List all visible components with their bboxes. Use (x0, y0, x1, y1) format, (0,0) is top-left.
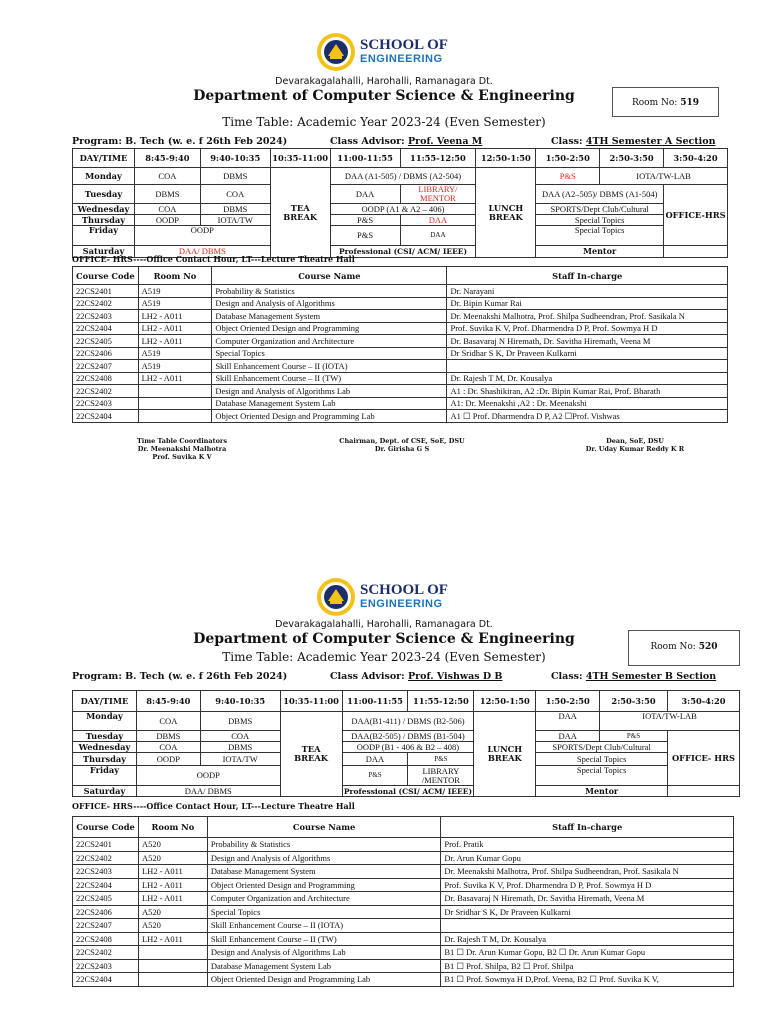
room-no: A520 (138, 919, 207, 933)
course-code: 22CS2403 (73, 865, 139, 879)
office-hrs: OFFICE- HRS (667, 731, 739, 786)
sat-slot-1: DAA/ DBMS (134, 246, 270, 258)
thu-slot-4: DAA (342, 753, 408, 766)
room-no: A519 (138, 285, 212, 298)
col-staff: Staff In-charge (441, 817, 734, 838)
program-info: Program: B. Tech (w. e. f 26th Feb 2024) (72, 671, 288, 682)
room-box: Room No: 520 (628, 630, 740, 666)
day-tuesday: Tuesday (73, 185, 135, 204)
program-info: Program: B. Tech (w. e. f 26th Feb 2024) (72, 136, 288, 147)
course-name: Design and Analysis of Algorithms Lab (207, 946, 441, 960)
fri-slot-5: DAA (400, 226, 476, 246)
header-slot-1: 8:45-9:40 (134, 149, 200, 168)
department-title: Department of Computer Science & Engineering (193, 88, 575, 104)
header-slot-1: 8:45-9:40 (136, 691, 200, 712)
room-no: A520 (138, 851, 207, 865)
staff-in-charge: Dr. Rajesh T M, Dr. Kousalya (441, 932, 734, 946)
sat-slot-7: Mentor (536, 246, 664, 258)
header-slot-2: 9:40-10:35 (200, 149, 270, 168)
header-slot-8: 2:50-3:50 (600, 149, 664, 168)
course-name: Object Oriented Design and Programming (207, 878, 441, 892)
course-row (73, 946, 734, 960)
staff-in-charge: B1 ☐ Dr. Arun Kumar Gopu, B2 ☐ Dr. Arun Kumar Gopu (441, 946, 734, 960)
tue-slot-8: P&S (600, 731, 668, 742)
fri-slot-1: OODP (136, 766, 280, 786)
room-box: Room No: 519 (612, 87, 719, 117)
sat-slot-4: Professional (CSI/ ACM/ IEEE) (330, 246, 476, 258)
course-code: 22CS2403 (73, 310, 139, 323)
room-no: LH2 - A011 (138, 878, 207, 892)
course-code: 22CS2408 (73, 372, 139, 385)
staff-in-charge: Dr Sridhar S K, Dr Praveen Kulkarni (447, 347, 728, 360)
course-name: Computer Organization and Architecture (207, 892, 441, 906)
course-code: 22CS2402 (73, 851, 139, 865)
course-row (73, 865, 734, 879)
course-code: 22CS2402 (73, 946, 139, 960)
school-name: SCHOOL OF ENGINEERING (360, 582, 448, 610)
course-name: Design and Analysis of Algorithms (207, 851, 441, 865)
staff-in-charge: Prof. Suvika K V, Prof. Dharmendra D P, Prof. Sowmya H D (441, 878, 734, 892)
col-staff: Staff In-charge (447, 267, 728, 285)
staff-in-charge: A1 : Dr. Shashikiran, A2 :Dr. Bipin Kumar Rai, Prof. Bharath (447, 385, 728, 398)
tue-slot-4: DAA (330, 185, 400, 204)
course-name: Skill Enhancement Course – II (TW) (212, 372, 447, 385)
staff-in-charge: Dr. Basavaraj N Hiremath, Dr. Savitha Hiremath, Veena M (441, 892, 734, 906)
wed-slot-4: OODP (A1 & A2 – 406) (330, 204, 476, 215)
header-slot-3: 10:35-11:00 (280, 691, 342, 712)
day-saturday: Saturday (73, 786, 137, 797)
fri-slot-1: OODP (134, 226, 270, 246)
staff-in-charge: Dr. Meenakshi Malhotra, Prof. Shilpa Sudheendran, Prof. Sasikala N (447, 310, 728, 323)
signature-coordinators: Time Table Coordinators Dr. Meenakshi Malhotra Prof. Suvika K V (136, 437, 228, 461)
day-friday: Friday (73, 766, 137, 786)
course-name: Design and Analysis of Algorithms (212, 297, 447, 310)
tea-break: TEA BREAK (280, 712, 342, 797)
tea-break: TEA BREAK (270, 168, 330, 258)
staff-in-charge: A1: Dr. Meenakshi ,A2 : Dr. Meenakshi (447, 397, 728, 410)
course-name: Database Management System (207, 865, 441, 879)
mon-slot-7: DAA (536, 712, 600, 731)
room-no: A519 (138, 360, 212, 373)
tue-slot-2: COA (200, 731, 280, 742)
wed-slot-2: DBMS (200, 204, 270, 215)
day-saturday: Saturday (73, 246, 135, 258)
course-row (73, 905, 734, 919)
tue-slot-2: COA (200, 185, 270, 204)
room-no: LH2 - A011 (138, 322, 212, 335)
class-info: Class: 4TH Semester B Section (551, 671, 717, 682)
room-no: LH2 - A011 (138, 372, 212, 385)
header-slot-4: 11:00-11:55 (330, 149, 400, 168)
mon-slot-4: DAA(B1-411) / DBMS (B2-506) (342, 712, 474, 731)
course-name: Design and Analysis of Algorithms Lab (212, 385, 447, 398)
tue-slot-4: DAA(B2-505) / DBMS (B1-504) (342, 731, 474, 742)
course-code: 22CS2405 (73, 892, 139, 906)
sat-slot-4: Professional (CSI/ ACM/ IEEE) (343, 786, 472, 796)
staff-in-charge: Dr. Narayani (447, 285, 728, 298)
day-tuesday: Tuesday (73, 731, 137, 742)
room-no (138, 973, 207, 987)
staff-in-charge: Dr. Basavaraj N Hiremath, Dr. Savitha Hiremath, Veena M (447, 335, 728, 348)
staff-in-charge: A1 ☐ Prof. Dharmendra D P, A2 ☐Prof. Vishwas (447, 410, 728, 423)
course-code: 22CS2407 (73, 360, 139, 373)
course-name: Skill Enhancement Course – II (IOTA) (212, 360, 447, 373)
day-wednesday: Wednesday (73, 742, 137, 753)
day-thursday: Thursday (73, 753, 137, 766)
room-no: A519 (138, 347, 212, 360)
thu-slot-2: IOTA/TW (200, 753, 280, 766)
mon-slot-7: P&S (536, 168, 600, 185)
course-row (73, 932, 734, 946)
tue-slot-7: DAA (A2–505)/ DBMS (A1-504) (536, 185, 664, 204)
wed-slot-7: SPORTS/Dept Club/Cultural (536, 742, 668, 753)
course-row (73, 919, 734, 933)
thu-slot-1: OODP (136, 753, 200, 766)
legend-note: OFFICE- HRS----Office Contact Hour, LT---Lecture Theatre Hall (72, 254, 355, 264)
course-name: Special Topics (212, 347, 447, 360)
header-slot-6: 12:50-1:50 (476, 149, 536, 168)
header-slot-5: 11:55-12:50 (400, 149, 476, 168)
school-logo (316, 575, 456, 621)
staff-in-charge: Prof. Pratik (441, 838, 734, 852)
course-name: Database Management System (212, 310, 447, 323)
day-monday: Monday (73, 168, 135, 185)
fri-slot-5: LIBRARY /MENTOR (408, 766, 474, 786)
class-advisor: Class Advisor: Prof. Veena M (330, 136, 483, 147)
mon-slot-2: DBMS (200, 168, 270, 185)
wed-slot-7: SPORTS/Dept Club/Cultural (536, 204, 664, 215)
thu-slot-5: DAA (400, 215, 476, 226)
mon-slot-1: COA (134, 168, 200, 185)
header-slot-9: 3:50-4:20 (664, 149, 728, 168)
fri-slot-7: Special Topics (536, 226, 664, 246)
col-room-no: Room No (138, 267, 212, 285)
mon-slot-8: IOTA/TW-LAB (600, 168, 728, 185)
room-no: A520 (138, 838, 207, 852)
thu-slot-7: Special Topics (536, 215, 664, 226)
thu-slot-1: OODP (134, 215, 200, 226)
course-code: 22CS2401 (73, 285, 139, 298)
thu-slot-7: Special Topics (536, 753, 668, 766)
col-course-code: Course Code (73, 817, 139, 838)
lunch-break: LUNCH BREAK (474, 712, 536, 797)
room-no: LH2 - A011 (138, 310, 212, 323)
wed-slot-2: DBMS (200, 742, 280, 753)
mon-slot-4: DAA (A1-505) / DBMS (A2-504) (330, 168, 476, 185)
room-no: A520 (138, 905, 207, 919)
course-row (73, 892, 734, 906)
course-code: 22CS2402 (73, 297, 139, 310)
header-slot-8: 2:50-3:50 (600, 691, 668, 712)
col-course-name: Course Name (207, 817, 441, 838)
thu-slot-5: P&S (408, 753, 474, 766)
room-no (138, 959, 207, 973)
staff-in-charge: Dr. Meenakshi Malhotra, Prof. Shilpa Sudheendran, Prof. Sasikala N (441, 865, 734, 879)
room-no: LH2 - A011 (138, 865, 207, 879)
col-room-no: Room No (138, 817, 207, 838)
course-name: Database Management System Lab (207, 959, 441, 973)
signature-dean: Dean, SoE, DSU Dr. Uday Kumar Reddy K R (585, 437, 685, 453)
wed-slot-4: OODP (B1 - 406 & B2 – 408) (342, 742, 474, 753)
mon-slot-8: IOTA/TW-LAB (600, 712, 740, 731)
department-title: Department of Computer Science & Engineering (193, 631, 575, 647)
course-row (73, 878, 734, 892)
sat-slot-7: Mentor (536, 786, 668, 797)
address: Devarakagalahalli, Harohalli, Ramanagara Dt. (275, 619, 493, 630)
course-row (73, 959, 734, 973)
tue-slot-5: LIBRARY/ MENTOR (400, 185, 476, 204)
course-code: 22CS2403 (73, 397, 139, 410)
address: Devarakagalahalli, Harohalli, Ramanagara Dt. (275, 76, 493, 87)
header-slot-4: 11:00-11:55 (342, 691, 408, 712)
course-name: Computer Organization and Architecture (212, 335, 447, 348)
col-course-code: Course Code (73, 267, 139, 285)
day-thursday: Thursday (73, 215, 135, 226)
tue-slot-1: DBMS (134, 185, 200, 204)
mon-slot-2: DBMS (200, 712, 280, 731)
staff-in-charge: Dr. Arun Kumar Gopu (441, 851, 734, 865)
course-row (73, 851, 734, 865)
tue-slot-7: DAA (536, 731, 600, 742)
course-name: Skill Enhancement Course – II (TW) (207, 932, 441, 946)
course-code: 22CS2403 (73, 959, 139, 973)
course-row (73, 973, 734, 987)
thu-slot-2: IOTA/TW (200, 215, 270, 226)
course-code: 22CS2408 (73, 932, 139, 946)
header-slot-5: 11:55-12:50 (408, 691, 474, 712)
day-wednesday: Wednesday (73, 204, 135, 215)
course-row (73, 838, 734, 852)
header-slot-7: 1:50-2:50 (536, 691, 600, 712)
timetable-grid (72, 690, 740, 797)
header-slot-6: 12:50-1:50 (474, 691, 536, 712)
university-seal-icon (316, 577, 356, 617)
course-code: 22CS2401 (73, 838, 139, 852)
class-advisor: Class Advisor: Prof. Vishwas D B (330, 671, 503, 682)
day-monday: Monday (73, 712, 137, 731)
course-name: Probability & Statistics (212, 285, 447, 298)
course-code: 22CS2406 (73, 347, 139, 360)
room-no: A519 (138, 297, 212, 310)
course-name: Special Topics (207, 905, 441, 919)
room-no: LH2 - A011 (138, 932, 207, 946)
header-slot-2: 9:40-10:35 (200, 691, 280, 712)
legend-note: OFFICE- HRS----Office Contact Hour, LT---Lecture Theatre Hall (72, 801, 355, 811)
course-name: Object Oriented Design and Programming Lab (207, 973, 441, 987)
staff-in-charge: Dr Sridhar S K, Dr Praveen Kulkarni (441, 905, 734, 919)
fri-slot-4: P&S (330, 226, 400, 246)
course-name: Database Management System Lab (212, 397, 447, 410)
course-code: 22CS2407 (73, 919, 139, 933)
office-hrs: OFFICE-HRS (664, 185, 728, 246)
room-no (138, 946, 207, 960)
staff-in-charge: Dr. Bipin Kumar Rai (447, 297, 728, 310)
room-no: LH2 - A011 (138, 335, 212, 348)
staff-in-charge (441, 919, 734, 933)
course-code: 22CS2404 (73, 878, 139, 892)
course-code: 22CS2405 (73, 335, 139, 348)
sat-slot-9 (667, 786, 739, 797)
header-slot-3: 10:35-11:00 (270, 149, 330, 168)
course-name: Object Oriented Design and Programming Lab (212, 410, 447, 423)
course-table (72, 816, 734, 987)
fri-slot-7: Special Topics (536, 766, 668, 786)
staff-in-charge: Dr. Rajesh T M, Dr. Kousalya (447, 372, 728, 385)
header-slot-7: 1:50-2:50 (536, 149, 600, 168)
mon-slot-1: COA (136, 712, 200, 731)
course-code: 22CS2404 (73, 973, 139, 987)
col-course-name: Course Name (212, 267, 447, 285)
wed-slot-1: COA (136, 742, 200, 753)
course-code: 22CS2404 (73, 322, 139, 335)
fri-slot-4: P&S (342, 766, 408, 786)
class-info: Class: 4TH Semester A Section (551, 136, 716, 147)
course-name: Skill Enhancement Course – II (IOTA) (207, 919, 441, 933)
signature-chairman: Chairman, Dept. of CSE, SoE, DSU Dr. Girisha G S (339, 437, 465, 453)
timetable-title: Time Table: Academic Year 2023-24 (Even Semester) (222, 650, 546, 664)
sat-slot-1: DAA/ DBMS (136, 786, 280, 797)
course-name: Probability & Statistics (207, 838, 441, 852)
timetable-title: Time Table: Academic Year 2023-24 (Even Semester) (222, 115, 546, 129)
header-slot-9: 3:50-4:20 (667, 691, 739, 712)
wed-slot-1: COA (134, 204, 200, 215)
course-code: 22CS2402 (73, 385, 139, 398)
course-name: Object Oriented Design and Programming (212, 322, 447, 335)
lunch-break: LUNCH BREAK (476, 168, 536, 258)
header-day-time: DAY/TIME (73, 691, 137, 712)
header-day-time: DAY/TIME (73, 149, 135, 168)
tue-slot-1: DBMS (136, 731, 200, 742)
thu-slot-4: P&S (330, 215, 400, 226)
staff-in-charge: Prof. Suvika K V, Prof. Dharmendra D P, Prof. Sowmya H D (447, 322, 728, 335)
course-code: 22CS2404 (73, 410, 139, 423)
staff-in-charge: B1 ☐ Prof. Sowmya H D,Prof. Veena, B2 ☐ Prof. Suvika K V, (441, 973, 734, 987)
day-friday: Friday (73, 226, 135, 246)
school-name: SCHOOL OF ENGINEERING (360, 37, 448, 65)
room-no: LH2 - A011 (138, 892, 207, 906)
course-code: 22CS2406 (73, 905, 139, 919)
staff-in-charge: B1 ☐ Prof. Shilpa, B2 ☐ Prof. Shilpa (441, 959, 734, 973)
